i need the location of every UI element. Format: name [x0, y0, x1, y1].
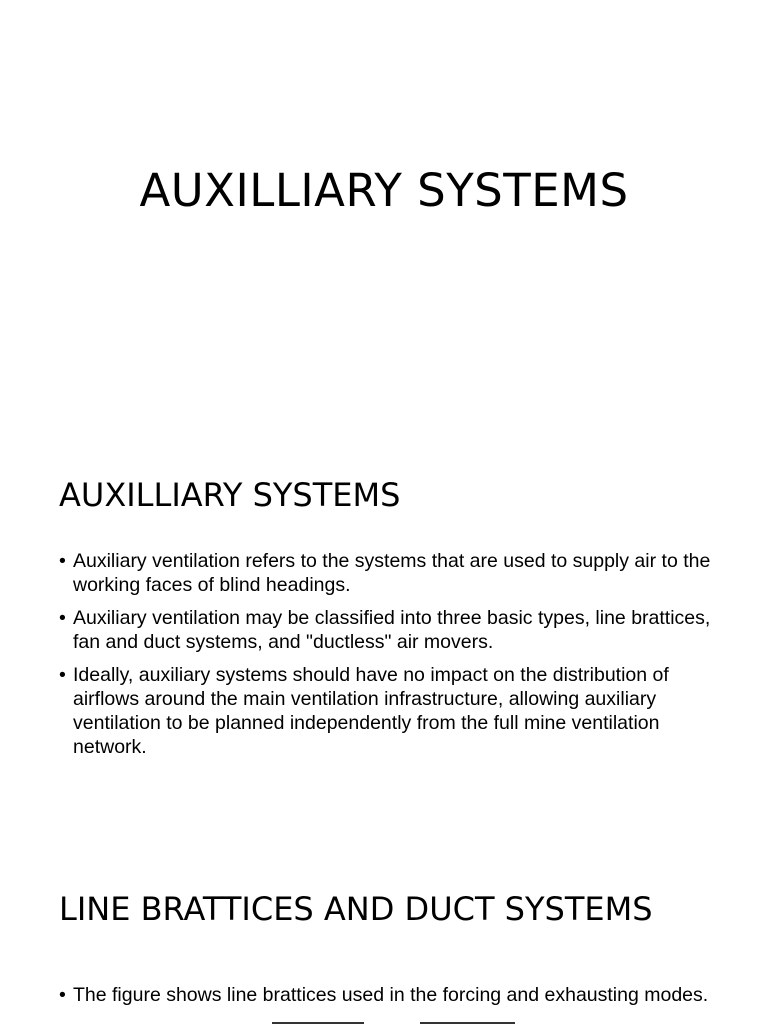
bullet-item	[59, 663, 714, 759]
bullet-list	[59, 549, 714, 768]
slide-heading: LINE BRATTICES AND DUCT SYSTEMS	[59, 890, 653, 928]
bullet-marker: •	[59, 984, 66, 1006]
bullet-marker: •	[59, 664, 66, 686]
bullet-text: Ideally, auxiliary systems should have no impact on the distribution of airflows around the main ventilation infrastructure, allowing auxiliary ventilation to be planned independently from the full mine ventilation network.	[73, 664, 669, 758]
bullet-item	[59, 549, 714, 597]
slide-heading: AUXILLIARY SYSTEMS	[59, 476, 401, 514]
bullet-item	[59, 606, 714, 654]
bullet-text: Auxiliary ventilation refers to the systems that are used to supply air to the working faces of blind headings.	[73, 550, 711, 596]
bullet-text: The figure shows line brattices used in the forcing and exhausting modes.	[73, 984, 709, 1006]
bullet-text: Auxiliary ventilation may be classified into three basic types, line brattices, fan and duct systems, and "ductless" air movers.	[73, 607, 711, 653]
bullet-marker: •	[59, 607, 66, 629]
line-brattices-slide	[0, 864, 768, 1024]
bullet-item	[59, 983, 714, 1007]
auxiliary-systems-slide	[0, 432, 768, 864]
bullet-marker: •	[59, 550, 66, 572]
presentation-title: AUXILLIARY SYSTEMS	[139, 164, 629, 217]
title-slide	[0, 0, 768, 432]
bullet-list	[59, 983, 714, 1016]
